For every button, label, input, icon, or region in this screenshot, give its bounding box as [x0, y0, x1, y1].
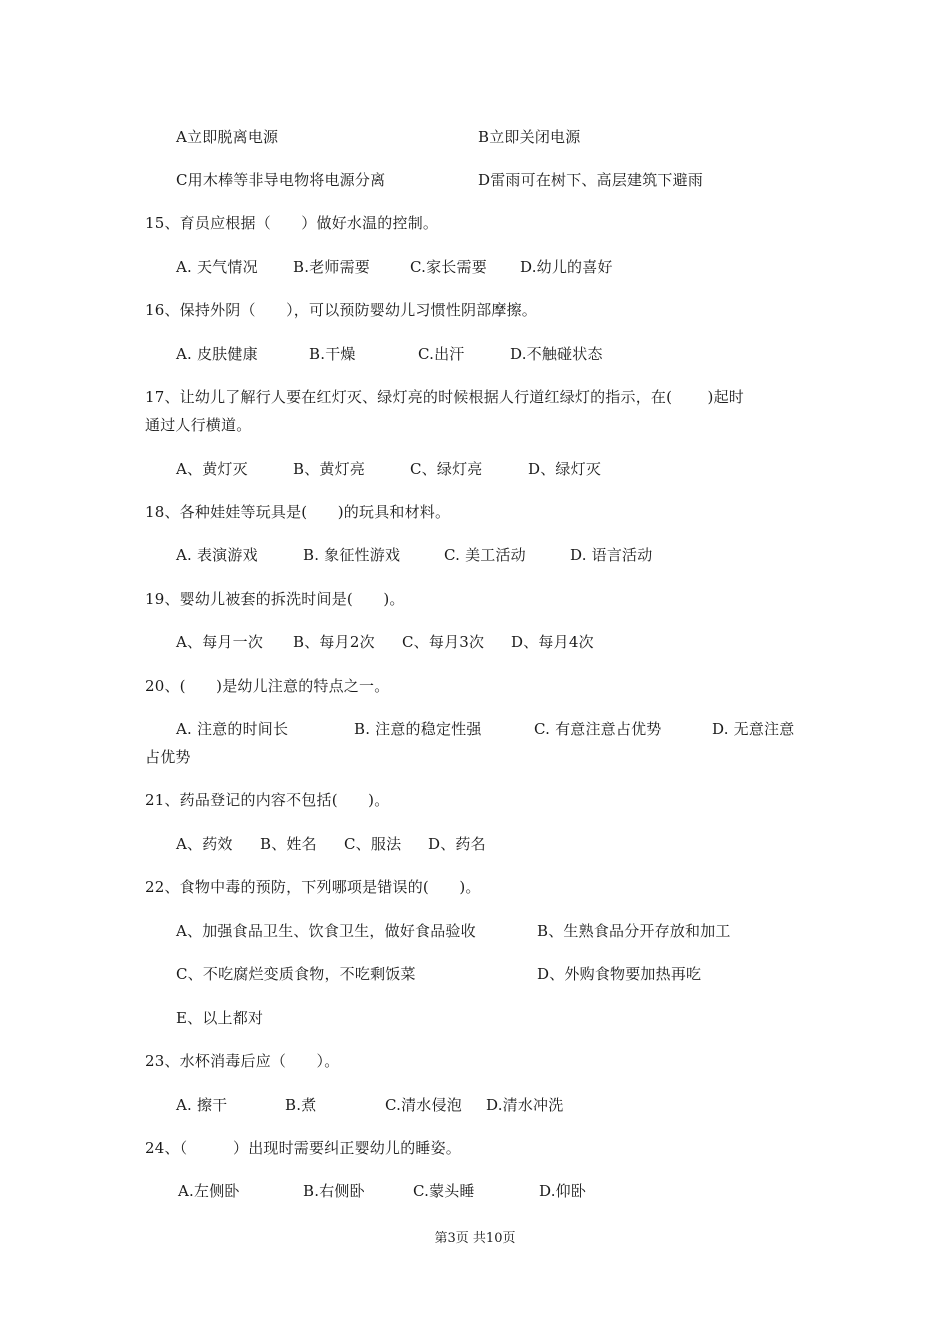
q23-stem: 23、水杯消毒后应（ ）。 [145, 1052, 340, 1070]
q20-option-b: B. 注意的稳定性强 [354, 720, 482, 738]
q16-option-a: A. 皮肤健康 [176, 345, 258, 363]
q21-option-a: A、药效 [176, 835, 233, 853]
q19-option-c: C、每月3次 [402, 633, 485, 651]
q20-option-c: C. 有意注意占优势 [534, 720, 662, 738]
q22-stem: 22、食物中毒的预防，下列哪项是错误的( )。 [145, 878, 481, 896]
q24-option-a: A.左侧卧 [178, 1182, 240, 1200]
q16-option-c: C.出汗 [418, 345, 465, 363]
q16-option-b: B.干燥 [309, 345, 356, 363]
q18-option-a: A. 表演游戏 [176, 546, 258, 564]
q17-option-b: B、黄灯亮 [293, 460, 366, 478]
q19-option-d: D、每月4次 [511, 633, 594, 651]
q21-option-b: B、姓名 [260, 835, 317, 853]
q24-option-b: B.右侧卧 [303, 1182, 365, 1200]
q22-option-d: D、外购食物要加热再吃 [537, 965, 702, 983]
q17-stem-line1: 17、让幼儿了解行人要在红灯灭、绿灯亮的时候根据人行道红绿灯的指示，在( )起时 [145, 388, 744, 406]
q20-option-d-part1: D. 无意注意 [712, 720, 795, 738]
q21-option-c: C、服法 [344, 835, 402, 853]
q19-stem: 19、婴幼儿被套的拆洗时间是( )。 [145, 590, 405, 608]
q15-option-b: B.老师需要 [293, 258, 370, 276]
q23-option-a: A. 擦干 [176, 1096, 228, 1114]
q14-option-d: D雷雨可在树下、高层建筑下避雨 [478, 171, 704, 189]
q18-option-c: C. 美工活动 [444, 546, 526, 564]
q20-stem: 20、( )是幼儿注意的特点之一。 [145, 677, 390, 695]
q21-option-d: D、药名 [428, 835, 486, 853]
q24-option-d: D.仰卧 [539, 1182, 587, 1200]
q17-stem-line2: 通过人行横道。 [145, 416, 252, 434]
q23-option-d: D.清水冲洗 [486, 1096, 564, 1114]
q24-option-c: C.蒙头睡 [413, 1182, 475, 1200]
q17-option-a: A、黄灯灭 [176, 460, 248, 478]
q22-option-c: C、不吃腐烂变质食物，不吃剩饭菜 [176, 965, 416, 983]
q18-option-d: D. 语言活动 [570, 546, 653, 564]
q16-stem: 16、保持外阴（ ），可以预防婴幼儿习惯性阴部摩擦。 [145, 301, 537, 319]
q15-stem: 15、育员应根据（ ）做好水温的控制。 [145, 214, 439, 232]
q15-option-a: A. 天气情况 [176, 258, 258, 276]
q23-option-b: B.煮 [285, 1096, 317, 1114]
q18-option-b: B. 象征性游戏 [303, 546, 401, 564]
q15-option-c: C.家长需要 [410, 258, 487, 276]
q14-option-a: A立即脱离电源 [176, 128, 279, 146]
q18-stem: 18、各种娃娃等玩具是( )的玩具和材料。 [145, 503, 451, 521]
q19-option-b: B、每月2次 [293, 633, 375, 651]
q21-stem: 21、药品登记的内容不包括( )。 [145, 791, 390, 809]
page-footer: 第3页 共10页 [434, 1231, 516, 1246]
q16-option-d: D.不触碰状态 [510, 345, 603, 363]
q24-stem: 24、（ ）出现时需要纠正婴幼儿的睡姿。 [145, 1139, 461, 1157]
q17-option-d: D、绿灯灭 [528, 460, 602, 478]
q22-option-e: E、以上都对 [176, 1009, 264, 1027]
q14-option-b: B立即关闭电源 [478, 128, 581, 146]
q17-option-c: C、绿灯亮 [410, 460, 483, 478]
q22-option-a: A、加强食品卫生、饮食卫生，做好食品验收 [176, 922, 476, 940]
q15-option-d: D.幼儿的喜好 [520, 258, 613, 276]
q20-option-a: A. 注意的时间长 [176, 720, 289, 738]
q20-option-d-part2: 占优势 [145, 748, 191, 766]
q14-option-c: C用木棒等非导电物将电源分离 [176, 171, 386, 189]
q23-option-c: C.清水侵泡 [385, 1096, 462, 1114]
q19-option-a: A、每月一次 [176, 633, 264, 651]
q22-option-b: B、生熟食品分开存放和加工 [537, 922, 731, 940]
